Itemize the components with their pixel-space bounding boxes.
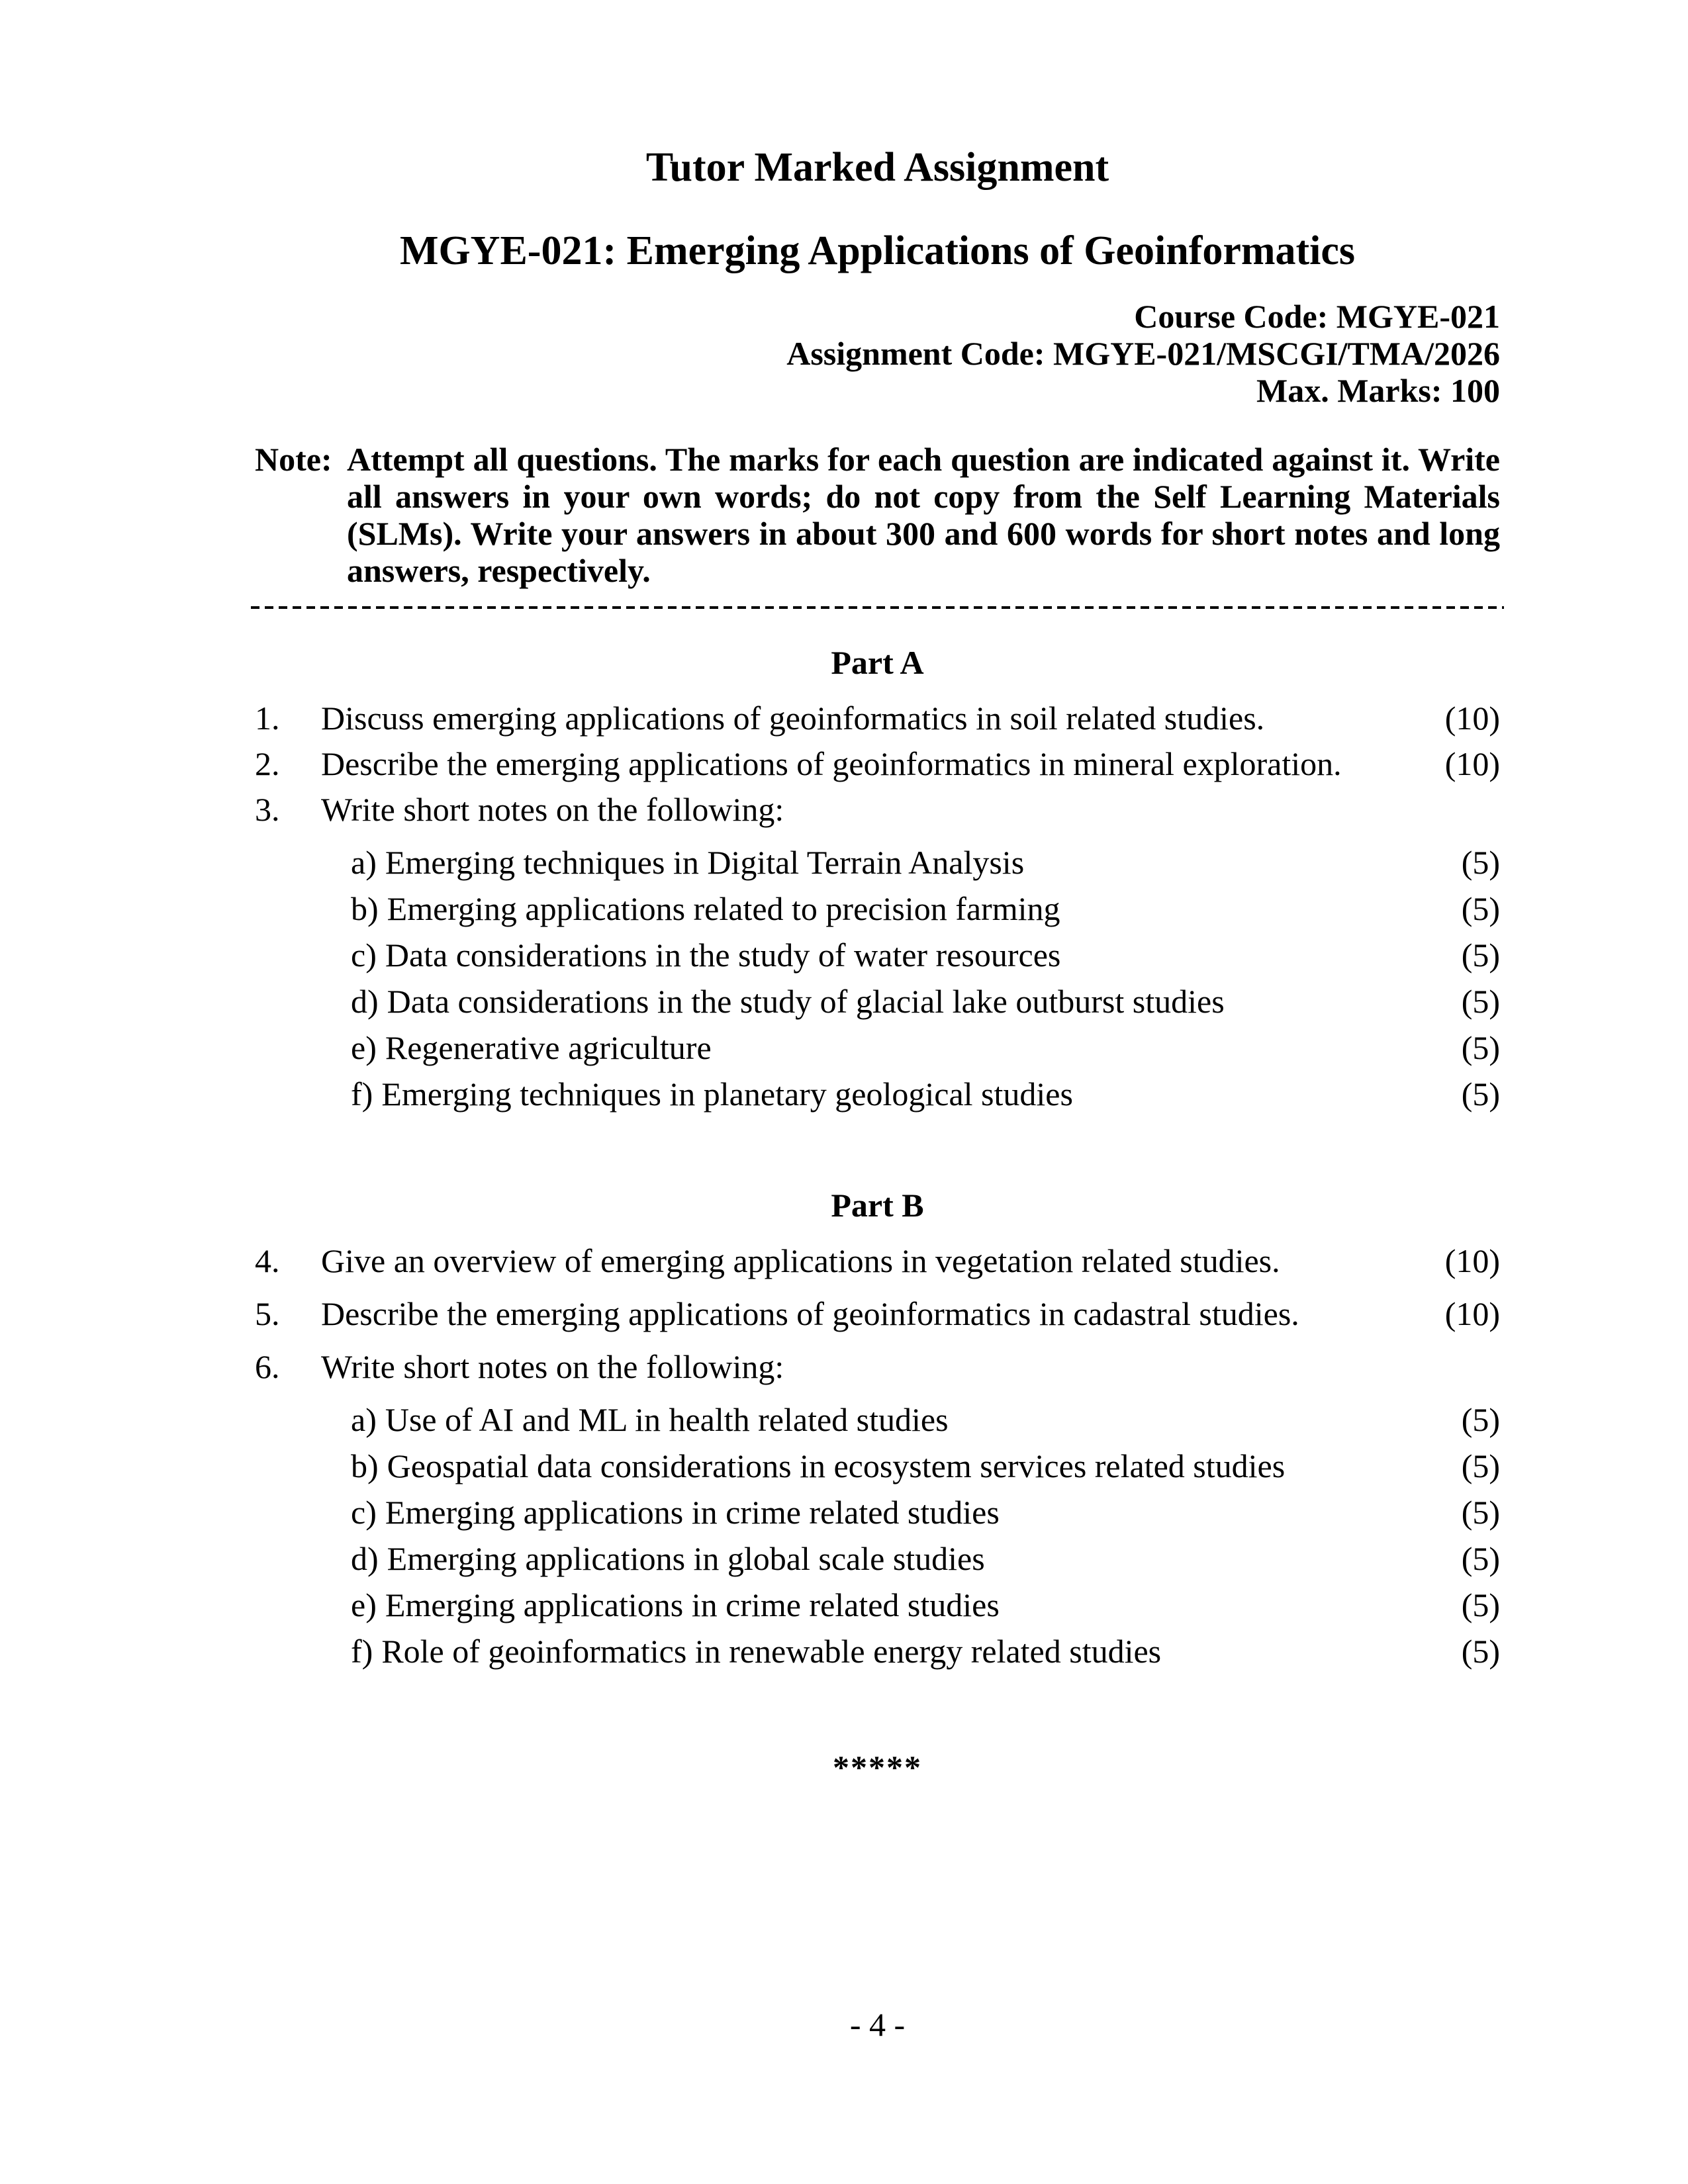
question-row xyxy=(255,1295,1500,1332)
question-row xyxy=(255,745,1500,782)
sub-question-marks: (5) xyxy=(1461,1075,1500,1113)
sub-question-row xyxy=(255,1633,1500,1670)
sub-question-marks: (5) xyxy=(1461,1632,1500,1670)
question-row xyxy=(255,700,1500,737)
sub-question-label: f) xyxy=(351,1075,373,1113)
note-text: Attempt all questions. The marks for each question are indicated against it. Write all answers in your own words; do not copy from the Self Learning Materials (SLMs). Write your answers in about 300 and 600 words for short notes and long answers, respectively. xyxy=(347,440,1500,589)
page-title: Tutor Marked Assignment xyxy=(645,145,1109,190)
question-text: Write short notes on the following: xyxy=(321,1347,784,1385)
course-code: Course Code: MGYE-021 xyxy=(1134,297,1500,335)
sub-question-marks: (5) xyxy=(1461,1028,1500,1066)
sub-question-text: Use of AI and ML in health related studies xyxy=(385,1400,949,1438)
sub-question-marks: (5) xyxy=(1461,1493,1500,1531)
part-b-heading: Part B xyxy=(831,1186,924,1224)
question-marks: (10) xyxy=(1444,699,1500,737)
sub-question-label: e) xyxy=(351,1586,377,1623)
question-row xyxy=(255,1348,1500,1385)
question-number: 5. xyxy=(255,1295,280,1332)
question-row xyxy=(255,1242,1500,1279)
sub-question-marks: (5) xyxy=(1461,1447,1500,1484)
question-marks: (10) xyxy=(1444,745,1500,782)
question-number: 6. xyxy=(255,1347,280,1385)
sub-question-row xyxy=(255,936,1500,974)
sub-question-label: b) xyxy=(351,889,379,927)
assignment-code: Assignment Code: MGYE-021/MSCGI/TMA/2026 xyxy=(786,334,1500,372)
sub-question-marks: (5) xyxy=(1461,1400,1500,1438)
question-row xyxy=(255,791,1500,828)
question-marks xyxy=(1487,1348,1500,1385)
part-a-heading: Part A xyxy=(831,643,924,681)
question-text: Discuss emerging applications of geoinformatics in soil related studies. xyxy=(321,699,1265,737)
sub-question-label: b) xyxy=(351,1447,379,1484)
sub-question-text: Geospatial data considerations in ecosystem services related studies xyxy=(387,1447,1286,1484)
sub-question-row xyxy=(255,1401,1500,1438)
question-text: Give an overview of emerging applications in vegetation related studies. xyxy=(321,1242,1280,1279)
sub-question-marks: (5) xyxy=(1461,1539,1500,1577)
sub-question-label: a) xyxy=(351,843,377,881)
end-of-paper-mark: ***** xyxy=(833,1748,922,1786)
sub-question-row xyxy=(255,1029,1500,1066)
note-block xyxy=(255,441,1500,589)
course-title: MGYE-021: Emerging Applications of Geoinformatics xyxy=(399,228,1356,274)
sub-question-marks: (5) xyxy=(1461,982,1500,1020)
question-number: 1. xyxy=(255,699,280,737)
sub-question-row xyxy=(255,1586,1500,1623)
sub-question-label: d) xyxy=(351,1539,379,1577)
sub-question-marks: (5) xyxy=(1461,1586,1500,1623)
question-marks xyxy=(1487,791,1500,828)
sub-question-text: Emerging techniques in Digital Terrain Analysis xyxy=(385,843,1025,881)
sub-question-label: f) xyxy=(351,1632,373,1670)
sub-question-text: Data considerations in the study of water resources xyxy=(385,936,1061,974)
sub-question-text: Regenerative agriculture xyxy=(385,1028,712,1066)
sub-question-row xyxy=(255,1540,1500,1577)
dashed-divider xyxy=(251,606,1504,610)
note-label: Note: xyxy=(255,440,332,478)
sub-question-marks: (5) xyxy=(1461,889,1500,927)
question-text: Describe the emerging applications of geoinformatics in mineral exploration. xyxy=(321,745,1342,782)
sub-question-row xyxy=(255,890,1500,927)
sub-question-text: Emerging applications related to precision farming xyxy=(387,889,1060,927)
sub-question-label: c) xyxy=(351,936,377,974)
sub-question-text: Emerging techniques in planetary geological studies xyxy=(381,1075,1073,1113)
sub-question-text: Role of geoinformatics in renewable energy related studies xyxy=(381,1632,1162,1670)
question-marks: (10) xyxy=(1444,1242,1500,1279)
sub-question-row xyxy=(255,1075,1500,1113)
sub-question-row xyxy=(255,983,1500,1020)
assignment-meta xyxy=(255,298,1500,409)
sub-question-text: Emerging applications in crime related studies xyxy=(385,1586,1000,1623)
sub-question-row xyxy=(255,1494,1500,1531)
sub-question-label: c) xyxy=(351,1493,377,1531)
question-number: 3. xyxy=(255,790,280,828)
sub-question-text: Emerging applications in crime related studies xyxy=(385,1493,1000,1531)
sub-question-marks: (5) xyxy=(1461,843,1500,881)
question-marks: (10) xyxy=(1444,1295,1500,1332)
question-number: 4. xyxy=(255,1242,280,1279)
sub-question-text: Emerging applications in global scale studies xyxy=(387,1539,985,1577)
sub-question-row xyxy=(255,1447,1500,1484)
question-text: Write short notes on the following: xyxy=(321,790,784,828)
sub-question-marks: (5) xyxy=(1461,936,1500,974)
max-marks: Max. Marks: 100 xyxy=(1256,371,1500,409)
question-number: 2. xyxy=(255,745,280,782)
sub-question-text: Data considerations in the study of glacial lake outburst studies xyxy=(387,982,1225,1020)
question-text: Describe the emerging applications of geoinformatics in cadastral studies. xyxy=(321,1295,1299,1332)
sub-question-row xyxy=(255,844,1500,881)
page-number: - 4 - xyxy=(849,2006,906,2043)
sub-question-label: d) xyxy=(351,982,379,1020)
sub-question-label: a) xyxy=(351,1400,377,1438)
sub-question-label: e) xyxy=(351,1028,377,1066)
